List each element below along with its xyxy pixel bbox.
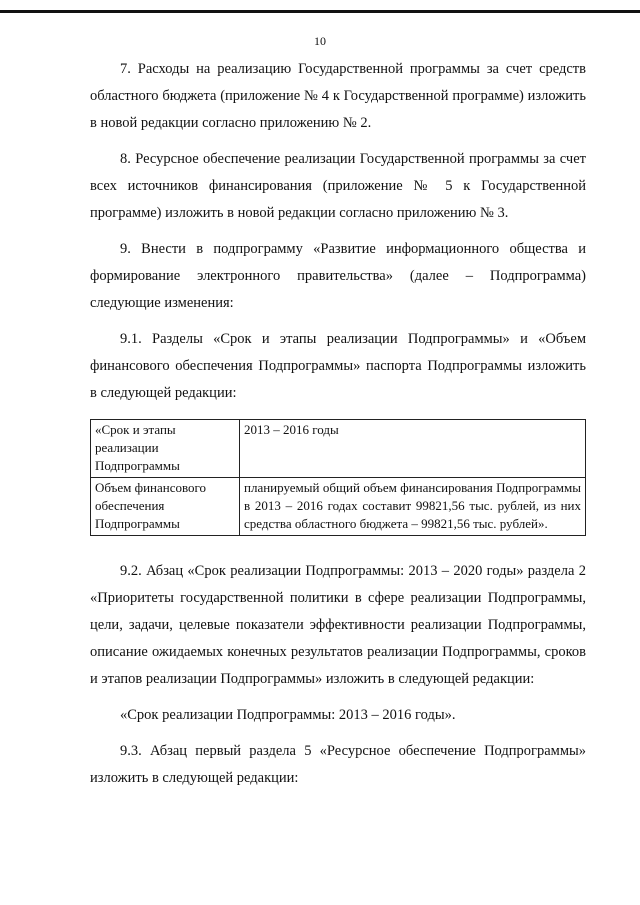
paragraph-9-2: 9.2. Абзац «Срок реализации Подпрограммы: 2013 – 2020 годы» раздела 2 «Приоритеты государственной политики в сфере реализации Подпрограммы, цели, задачи, целевые показатели эффективности реализации Подпрограммы, описание ожидаемых конечных результатов реализации Подпрограммы, сроков и этапов реализации Подпрограммы» изложить в следующей редакции: — [90, 563, 586, 687]
paragraph-8: 8. Ресурсное обеспечение реализации Государственной программы за счет всех источников финансирования (приложение № 5 к Государственной программе) изложить в новой редакции согласно приложению № 3. — [90, 151, 586, 221]
paragraph-9-1: 9.1. Разделы «Срок и этапы реализации Подпрограммы» и «Объем финансового обеспечения Подпрограммы» паспорта Подпрограммы изложить в следующей редакции: — [90, 331, 586, 401]
table-cell-value: планируемый общий объем финансирования Подпрограммы в 2013 – 2016 годах составит 99821,56 тыс. рублей, из них средства областного бюджета – 99821,56 тыс. рублей». — [240, 478, 586, 536]
document-body — [90, 56, 586, 792]
table-cell-value: 2013 – 2016 годы — [240, 420, 586, 478]
table-row — [91, 420, 586, 478]
top-border-line — [0, 10, 640, 13]
paragraph-9-3: 9.3. Абзац первый раздела 5 «Ресурсное обеспечение Подпрограммы» изложить в следующей редакции: — [90, 743, 586, 786]
table-cell-label: Объем финансового обеспечения Подпрограммы — [91, 478, 240, 536]
quoted-term-paragraph: «Срок реализации Подпрограммы: 2013 – 2016 годы». — [120, 707, 456, 723]
passport-table — [90, 419, 586, 536]
paragraph-7: 7. Расходы на реализацию Государственной программы за счет средств областного бюджета (приложение № 4 к Государственной программе) изложить в новой редакции согласно приложению № 2. — [90, 61, 586, 131]
paragraph-9: 9. Внести в подпрограмму «Развитие информационного общества и формирование электронного правительства» (далее – Подпрограмма) следующие изменения: — [90, 241, 586, 311]
table-cell-label: «Срок и этапы реализации Подпрограммы — [91, 420, 240, 478]
table-row — [91, 478, 586, 536]
page-number: 10 — [314, 34, 326, 48]
